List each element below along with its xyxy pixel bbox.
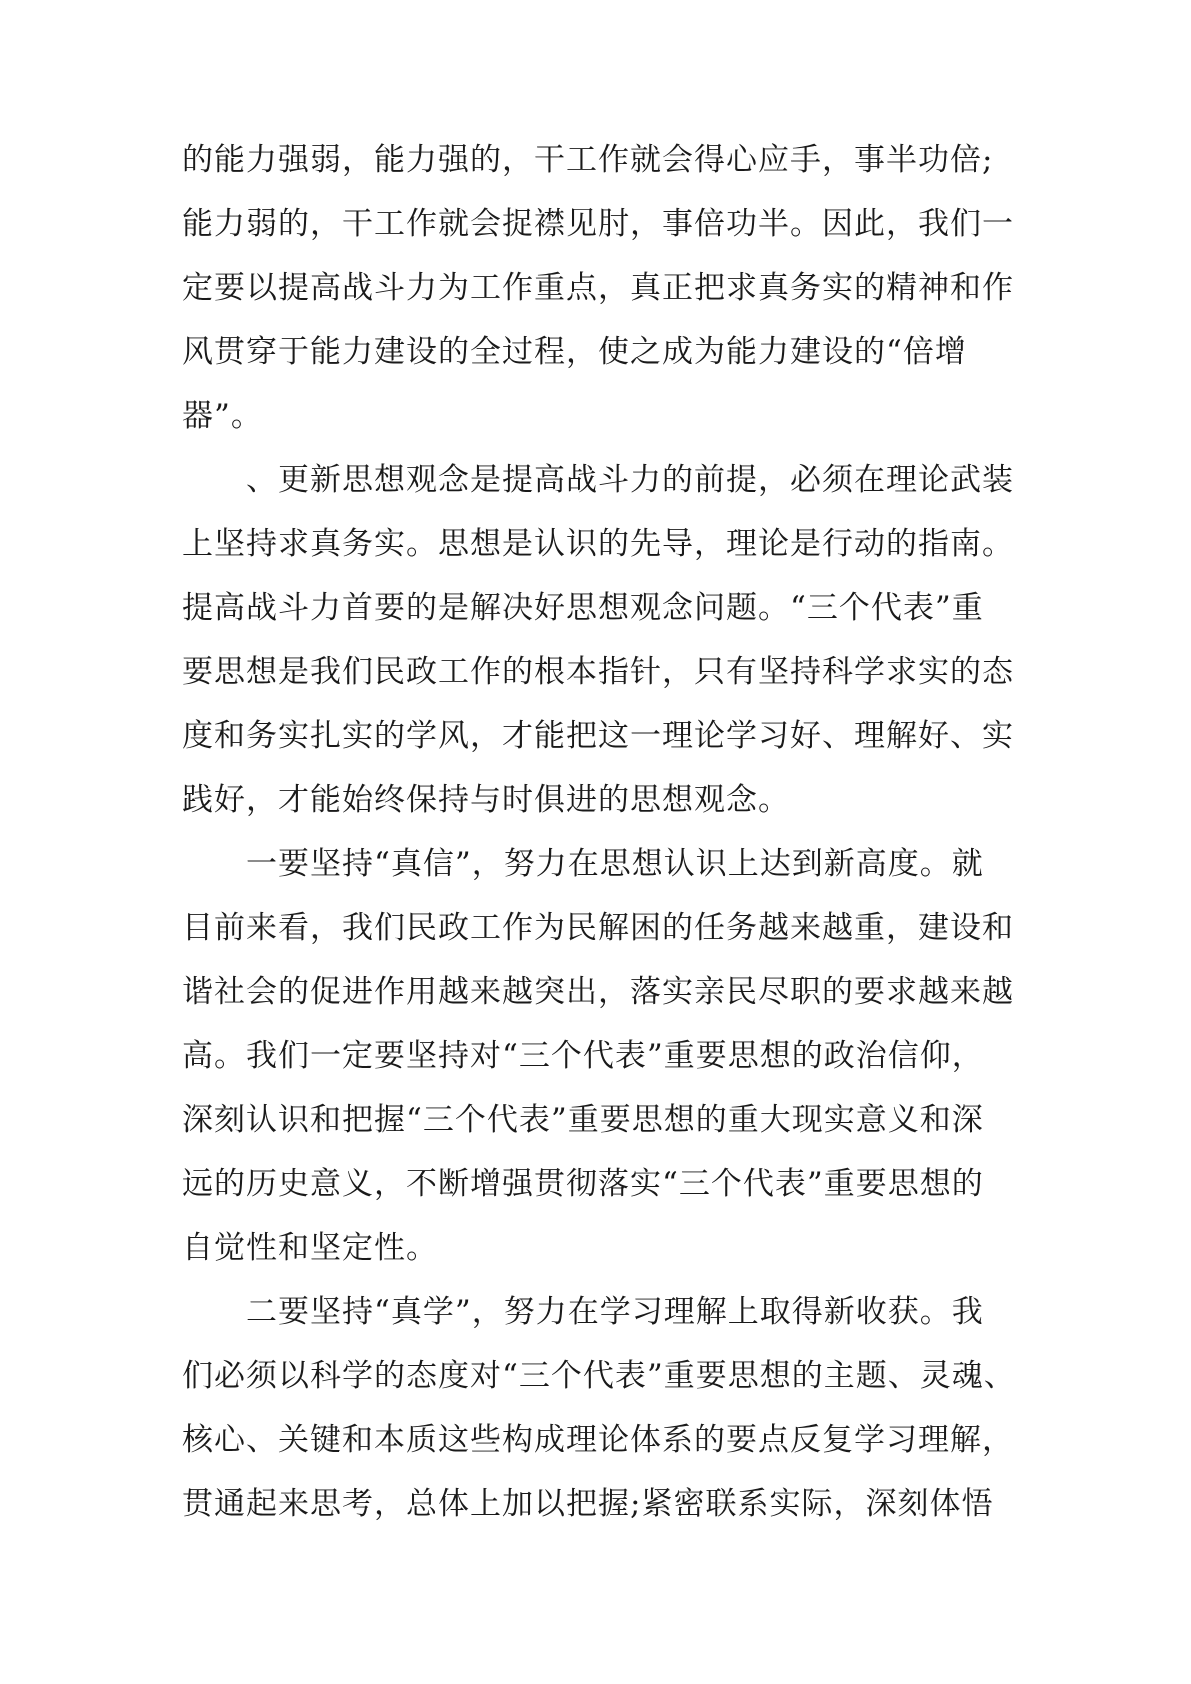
text-line: 贯通起来思考，总体上加以把握;紧密联系实际，深刻体悟	[182, 1486, 994, 1522]
paragraph-start-line: 二要坚持“真学”，努力在学习理解上取得新收获。我	[246, 1294, 984, 1330]
text-line: 们必须以科学的态度对“三个代表”重要思想的主题、灵魂、	[182, 1358, 1016, 1394]
text-line: 提高战斗力首要的是解决好思想观念问题。“三个代表”重	[182, 590, 984, 626]
text-line: 深刻认识和把握“三个代表”重要思想的重大现实意义和深	[182, 1102, 984, 1138]
text-line: 风贯穿于能力建设的全过程，使之成为能力建设的“倍增	[182, 334, 967, 370]
text-line: 践好，才能始终保持与时俱进的思想观念。	[182, 782, 790, 818]
text-line: 高。我们一定要坚持对“三个代表”重要思想的政治信仰，	[182, 1038, 984, 1074]
text-line: 定要以提高战斗力为工作重点，真正把求真务实的精神和作	[182, 270, 1014, 306]
text-line: 自觉性和坚定性。	[182, 1230, 438, 1266]
text-line: 能力弱的，干工作就会捉襟见肘，事倍功半。因此，我们一	[182, 206, 1014, 242]
text-line: 核心、关键和本质这些构成理论体系的要点反复学习理解，	[182, 1422, 1014, 1458]
text-line: 器”。	[182, 398, 263, 434]
text-line: 谐社会的促进作用越来越突出，落实亲民尽职的要求越来越	[182, 974, 1014, 1010]
text-line: 上坚持求真务实。思想是认识的先导，理论是行动的指南。	[182, 526, 1014, 562]
text-line: 远的历史意义，不断增强贯彻落实“三个代表”重要思想的	[182, 1166, 984, 1202]
body-text	[182, 128, 1016, 1536]
text-line: 要思想是我们民政工作的根本指针，只有坚持科学求实的态	[182, 654, 1014, 690]
text-line: 度和务实扎实的学风，才能把这一理论学习好、理解好、实	[182, 718, 1014, 754]
paragraph-start-line: 、更新思想观念是提高战斗力的前提，必须在理论武装	[246, 462, 1014, 498]
paragraph-start-line: 一要坚持“真信”，努力在思想认识上达到新高度。就	[246, 846, 984, 882]
text-line: 的能力强弱，能力强的，干工作就会得心应手，事半功倍;	[182, 142, 994, 178]
text-line: 目前来看，我们民政工作为民解困的任务越来越重，建设和	[182, 910, 1014, 946]
